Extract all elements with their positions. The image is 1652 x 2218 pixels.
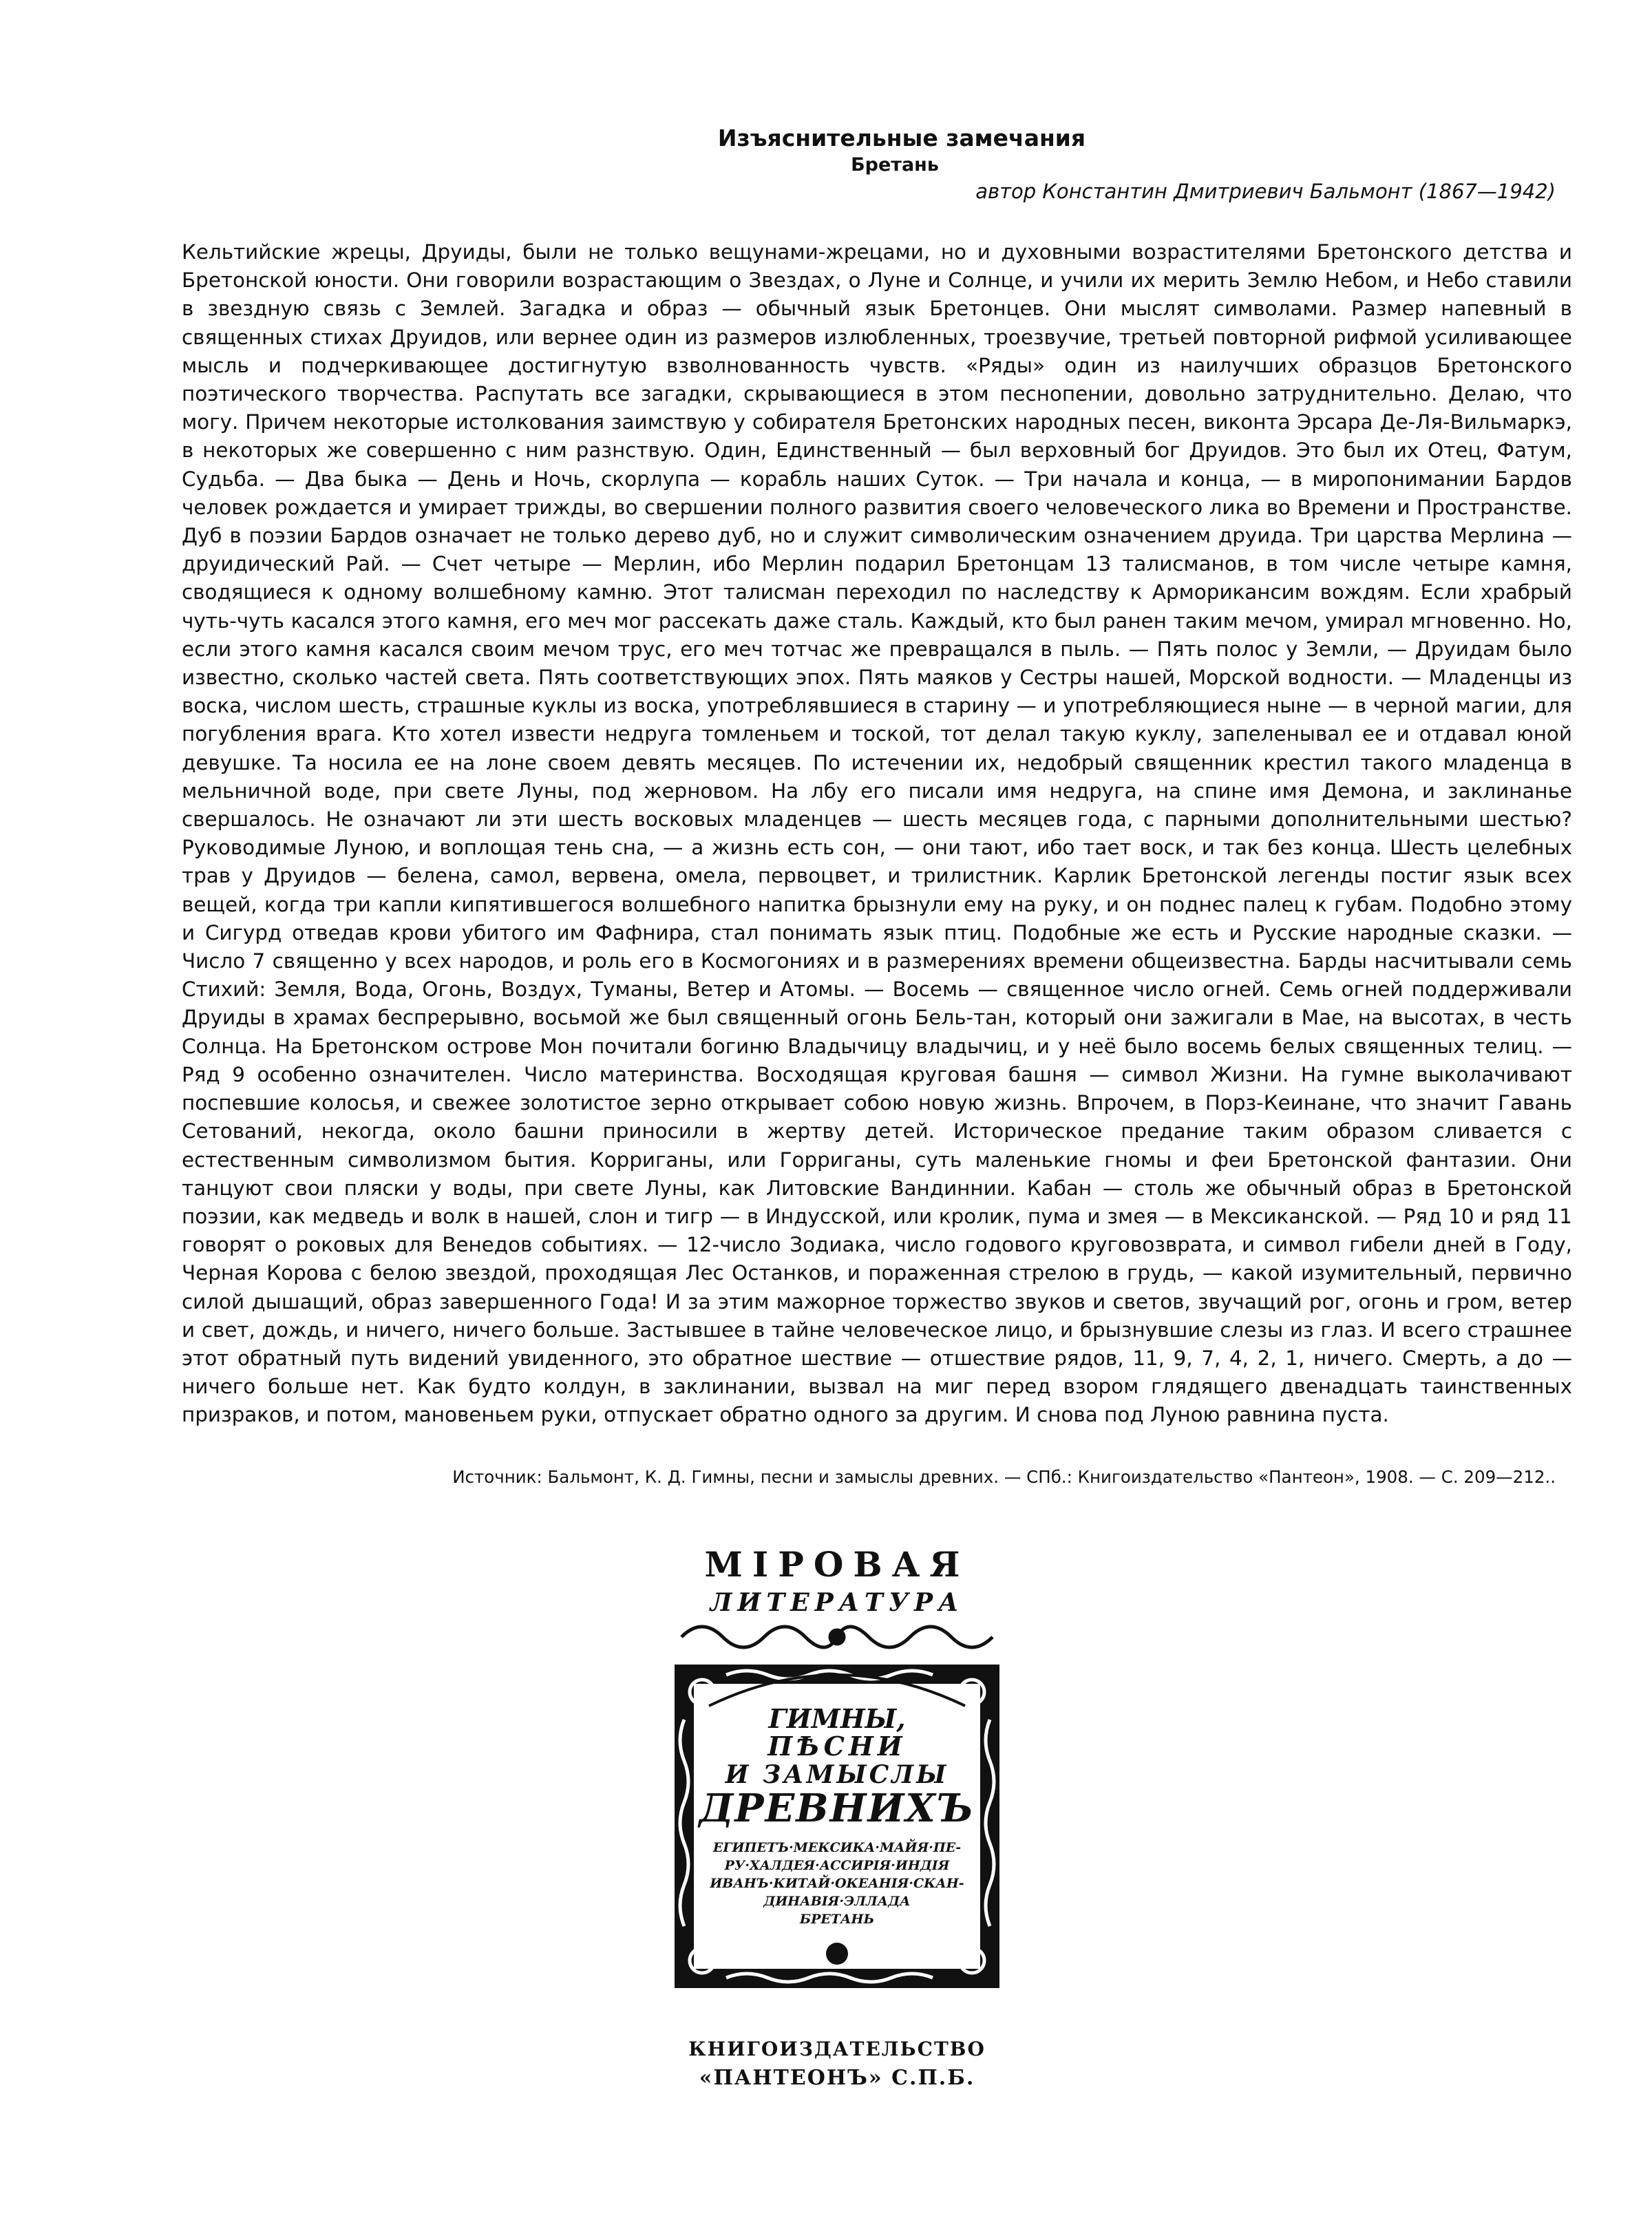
cover-contents-line1: ЕГИПЕТЪ·МЕКСИКА·МАЙЯ·ПЕ- — [712, 1840, 962, 1855]
author-line: автор Константин Дмитриевич Бальмонт (1867—1942) — [975, 180, 1556, 203]
cover-contents-line5: БРЕТАНЬ — [799, 1912, 875, 1927]
cover-title-line1: ГИМНЫ, — [768, 1703, 906, 1734]
cover-publisher-line2: «ПАНТЕОНЪ» С.П.Б. — [699, 2066, 975, 2090]
body-paragraph: Кельтийские жрецы, Друиды, были не только вещунами-жрецами, но и духовными возрастителями Бретонского детства и Бретонской юности. Они говорили возрастающим о Звездах, о Луне и Солнце, и учили их мерить Землю Небом, и Небо ставили в звездную связь с Землей. Загадка и образ — обычный язык Бретонцев. Они мыслят символами. Размер напевный в священных стихах Друидов, или вернее один из размеров излюбленных, троезвучие, третьей повторной рифмой усиливающее мысль и подчеркивающее достигнутую взволнованность чувств. «Ряды» один из наилучших образцов Бретонского поэтического творчества. Распутать все загадки, скрывающиеся в этом песнопении, довольно затруднительно. Делаю, что могу. Причем некоторые истолкования заимствую у собирателя Бретонских народных песен, виконта Эрсара Де-Ля-Вильмаркэ, в некоторых же совершенно с ним разнствую. Один, Единственный — был верховный бог Друидов. Это был их Отец, Фатум, Судьба. — Два быка — День и Ночь, скорлупа — корабль наших Суток. — Три начала и конца, — в миропонимании Бардов человек рождается и умирает трижды, во свершении полного развития своего человеческого лика во Времени и Пространстве. Дуб в поэзии Бардов означает не только дерево дуб, но и служит символическим означением друида. Три царства Мерлина — друидический Рай. — Счет четыре — Мерлин, ибо Мерлин подарил Бретонцам 13 талисманов, в том числе четыре камня, сводящиеся к одному волшебному камню. Этот талисман переходил по наследству к Арморикансим вождям. Если храбрый чуть-чуть касался этого камня, его меч мог рассекать даже сталь. Каждый, кто был ранен таким мечом, умирал мгновенно. Но, если этого камня касался своим мечом трус, его меч тотчас же превращался в пыль. — Пять полос у Земли, — Друидам было известно, сколько частей света. Пять соответствующих эпох. Пять маяков у Сестры нашей, Морской водности. — Младенцы из воска, числом шесть, страшные куклы из воска, употреблявшиеся в старину — и употребляющиеся ныне — в черной магии, для погубления врага. Кто хотел извести недруга томленьем и тоской, тот делал такую куклу, запеленывал ее и отдавал юной девушке. Та носила ее на лоне своем девять месяцев. По истечении их, недобрый священник крестил такого младенца в мельничной воде, при свете Луны, под жерновом. На лбу его писали имя недруга, на спине имя Демона, и заклинанье свершалось. Не означают ли эти шесть восковых младенцев — шесть месяцев года, с парными дополнительными шестью? Руководимые Луною, и воплощая тень сна, — а жизнь есть сон, — они тают, ибо тает воск, и так без конца. Шесть целебных трав у Друидов — белена, самол, вервена, омела, первоцвет, и трилистник. Карлик Бретонской легенды постиг язык всех вещей, когда три капли кипятившегося волшебного напитка брызнули ему на руку, и он поднес палец к губам. Подобно этому и Сигурд отведав крови убитого им Фафнира, стал понимать язык птиц. Подобные же есть и Русские народные сказки. — Число 7 священно у всех народов, и роль его в Космогониях и в размерениях времени общеизвестна. Барды насчитывали семь Стихий: Земля, Вода, Огонь, Воздух, Туманы, Ветер и Атомы. — Восемь — священное число огней. Семь огней поддерживали Друиды в храмах беспрерывно, восьмой же был священный огонь Бель-тан, который они зажигали в Мае, на высотах, в честь Солнца. На Бретонском острове Мон почитали богиню Владычицу владычиц, и у неё было восемь белых священных телиц. — Ряд 9 особенно означителен. Число материнства. Восходящая круговая башня — символ Жизни. На гумне выколачивают поспевшие колосья, и свежее золотистое зерно открывает собою новую жизнь. Впрочем, в Порз-Кеинане, что значит Гавань Сетований, некогда, около башни приносили в жертву детей. Историческое предание таким образом сливается с естественным символизмом бытия. Корриганы, или Горриганы, суть маленькие гномы и феи Бретонской фантазии. Они танцуют свои пляски у воды, при свете Луны, как Литовские Вандиннии. Кабан — столь же обычный образ в Бретонской поэзии, как медведь и волк в нашей, слон и тигр — в Индусской, или кролик, пума и змея — в Мексиканской. — Ряд 10 и ряд 11 говорят о роковых для Венедов событиях. — 12-число Зодиака, число годового круговозврата, и символ гибели дней в Году, Черная Корова с белою звездой, проходящая Лес Останков, и пораженная стрелою в грудь, — какой изумительный, первично силой дышащий, образ завершенного Года! И за этим мажорное торжество звуков и светов, звучащий рог, огонь и гром, ветер и свет, дождь, и ничего, ничего больше. Застывшее в тайне человеческое лицо, и брызнувшие слезы из глаз. И всего страшнее этот обратный путь видений увиденного, это обратное шествие — отшествие рядов, 11, 9, 7, 4, 2, 1, ничего. Смерть, а до — ничего больше нет. Как будто колдун, в заклинании, вызвал на миг перед взором глядящего двенадцать таинственных призраков, и потом, мановеньем руки, отпускает обратно одного за другим. И снова под Луною равнина пуста. — [182, 240, 1572, 1427]
cover-series-line2: ЛИТЕРАТУРА — [710, 1588, 964, 1617]
cover-series-line1: МІРОВАЯ — [704, 1544, 970, 1585]
cover-title-line4: ДРЕВНИХЪ — [699, 1786, 975, 1831]
cover-contents-line4: ДИНАВІЯ·ЭЛЛАДА — [763, 1894, 911, 1909]
page-title: Изъяснительные замечания — [717, 125, 1086, 151]
page-subtitle: Бретань — [851, 154, 939, 176]
book-cover-image — [661, 1534, 1013, 2124]
source-citation: Источник: Бальмонт, К. Д. Гимны, песни и замыслы древних. — СПб.: Книгоиздательство «Пантеон», 1908. — С. 209—212.. — [452, 1467, 1556, 1487]
cover-contents-line3: ИВАНЪ·КИТАЙ·ОКЕАНІЯ·СКАН- — [710, 1876, 964, 1891]
cover-contents-line2: РУ·ХАЛДЕЯ·АССИРІЯ·ИНДІЯ — [724, 1858, 950, 1873]
cover-title-line3: И ЗАМЫСЛЫ — [725, 1760, 949, 1789]
cover-publisher-line1: КНИГОИЗДАТЕЛЬСТВО — [688, 2038, 986, 2060]
cover-title-line2: ПѢСНИ — [767, 1731, 907, 1762]
header — [0, 124, 1652, 178]
